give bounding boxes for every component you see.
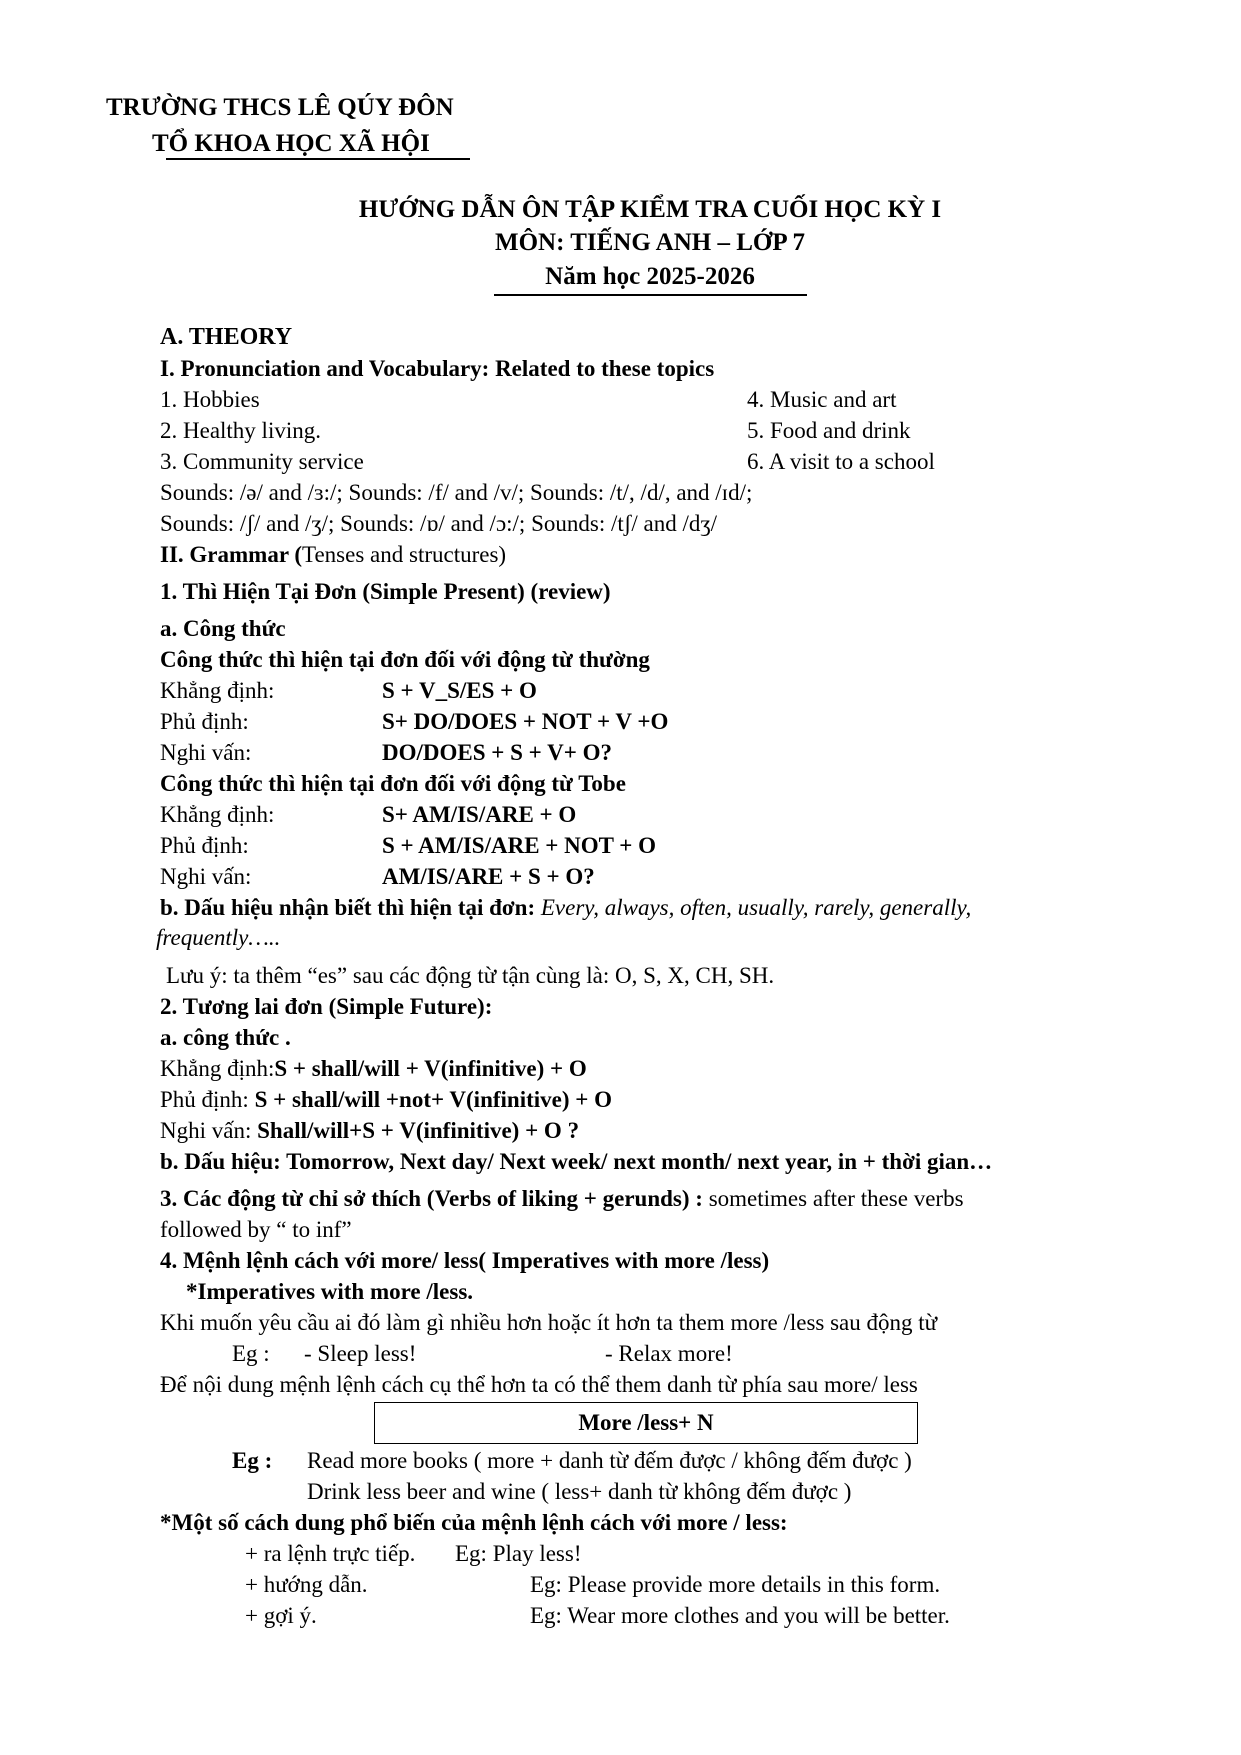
present-heading: 1. Thì Hiện Tại Đơn (Simple Present) (review) (160, 579, 611, 604)
formula-label: Phủ định: (160, 833, 249, 858)
normal-verb-heading: Công thức thì hiện tại đơn đối với động từ thường (160, 647, 650, 672)
use-label: + hướng dẫn. (245, 1572, 368, 1597)
title-underline (494, 294, 807, 296)
present-formula-heading: a. Công thức (160, 616, 286, 641)
topic-item: 5. Food and drink (747, 418, 911, 443)
use-example: Eg: Play less! (455, 1541, 582, 1566)
formula-box: More /less+ N (374, 1402, 918, 1444)
formula-value: S + shall/will + V(infinitive) + O (274, 1056, 587, 1081)
formula-label: Phủ định: (160, 1087, 255, 1112)
imperatives-heading: 4. Mệnh lệnh cách với more/ less( Imperatives with more /less) (160, 1248, 770, 1273)
theory-heading: A. THEORY (160, 324, 293, 350)
formula-label: Phủ định: (160, 709, 249, 734)
topic-item: 2. Healthy living. (160, 418, 321, 443)
use-example: Eg: Wear more clothes and you will be better. (530, 1603, 950, 1628)
future-formula-row (160, 1117, 579, 1145)
example-text: - Sleep less! (304, 1341, 417, 1366)
formula-value: Shall/will+S + V(infinitive) + O ? (257, 1118, 580, 1143)
department-name: TỔ KHOA HỌC XÃ HỘI (152, 130, 430, 157)
example-text: - Relax more! (605, 1341, 733, 1366)
topic-item: 3. Community service (160, 449, 364, 474)
use-example: Eg: Please provide more details in this form. (530, 1572, 941, 1597)
grammar-heading (160, 541, 506, 569)
liking-line (160, 1185, 964, 1213)
future-heading: 2. Tương lai đơn (Simple Future): (160, 994, 493, 1019)
future-formula-row (160, 1055, 587, 1083)
formula-label: Khẳng định: (160, 1056, 275, 1081)
tobe-verb-heading: Công thức thì hiện tại đơn đối với động từ Tobe (160, 771, 626, 796)
school-name: TRƯỜNG THCS LÊ QÚY ĐÔN (106, 94, 454, 121)
liking-text: sometimes after these verbs (702, 1186, 964, 1211)
example-label: Eg : (232, 1341, 270, 1366)
pronunciation-heading: I. Pronunciation and Vocabulary: Related to these topics (160, 356, 715, 381)
formula-label: Nghi vấn: (160, 740, 252, 765)
future-formula-heading: a. công thức . (160, 1025, 291, 1050)
future-formula-row (160, 1086, 612, 1114)
sounds-line: Sounds: /ʃ/ and /ʒ/; Sounds: /ɒ/ and /ɔ:/; Sounds: /tʃ/ and /dʒ/ (160, 511, 717, 536)
grammar-heading-rest: Tenses and structures) (302, 542, 507, 567)
imperatives-explanation: Khi muốn yêu cầu ai đó làm gì nhiều hơn hoặc ít hơn ta them more /less sau động từ (160, 1310, 938, 1335)
formula-value: S + AM/IS/ARE + NOT + O (382, 833, 657, 858)
example-text: Read more books ( more + danh từ đếm được / không đếm được ) (307, 1448, 912, 1473)
present-signs (160, 894, 971, 922)
topic-item: 1. Hobbies (160, 387, 260, 412)
formula-value: S + shall/will +not+ V(infinitive) + O (254, 1087, 613, 1112)
subject-title: MÔN: TIẾNG ANH – LỚP 7 (495, 229, 805, 256)
department-underline (166, 158, 470, 160)
present-note: Lưu ý: ta thêm “es” sau các động từ tận cùng là: O, S, X, CH, SH. (166, 963, 775, 988)
present-signs-text: Every, always, often, usually, rarely, generally, (535, 895, 972, 920)
formula-value: S+ AM/IS/ARE + O (382, 802, 577, 827)
formula-label: Nghi vấn: (160, 1118, 258, 1143)
imperatives-subheading: *Imperatives with more /less. (186, 1279, 474, 1304)
formula-value: AM/IS/ARE + S + O? (382, 864, 595, 889)
uses-heading: *Một số cách dung phổ biến của mệnh lệnh cách với more / less: (160, 1510, 788, 1535)
formula-label: Khẳng định: (160, 802, 275, 827)
document-title: HƯỚNG DẪN ÔN TẬP KIỂM TRA CUỐI HỌC KỲ I (358, 196, 942, 223)
example-text: Drink less beer and wine ( less+ danh từ không đếm được ) (307, 1479, 852, 1504)
liking-text-continued: followed by “ to inf” (160, 1217, 352, 1242)
use-label: + ra lệnh trực tiếp. (245, 1541, 416, 1566)
grammar-heading-bold: II. Grammar ( (160, 542, 303, 567)
formula-value: S+ DO/DOES + NOT + V +O (382, 709, 669, 734)
school-year: Năm học 2025-2026 (545, 263, 755, 290)
liking-heading: 3. Các động từ chỉ sở thích (Verbs of liking + gerunds) : (160, 1186, 703, 1211)
topic-item: 4. Music and art (747, 387, 897, 412)
future-signs: b. Dấu hiệu: Tomorrow, Next day/ Next week/ next month/ next year, in + thời gian… (160, 1149, 993, 1174)
formula-label: Nghi vấn: (160, 864, 252, 889)
imperatives-explanation: Để nội dung mệnh lệnh cách cụ thể hơn ta có thể them danh từ phía sau more/ less (160, 1372, 918, 1397)
use-label: + gợi ý. (245, 1603, 317, 1628)
formula-value: S + V_S/ES + O (382, 678, 537, 703)
present-signs-label: b. Dấu hiệu nhận biết thì hiện tại đơn: (160, 895, 536, 920)
formula-value: DO/DOES + S + V+ O? (382, 740, 612, 765)
example-label: Eg : (232, 1448, 273, 1473)
present-signs-continued: frequently….. (156, 925, 281, 950)
formula-label: Khẳng định: (160, 678, 275, 703)
sounds-line: Sounds: /ə/ and /ɜ:/; Sounds: /f/ and /v/; Sounds: /t/, /d/, and /ɪd/; (160, 480, 753, 505)
topic-item: 6. A visit to a school (747, 449, 935, 474)
